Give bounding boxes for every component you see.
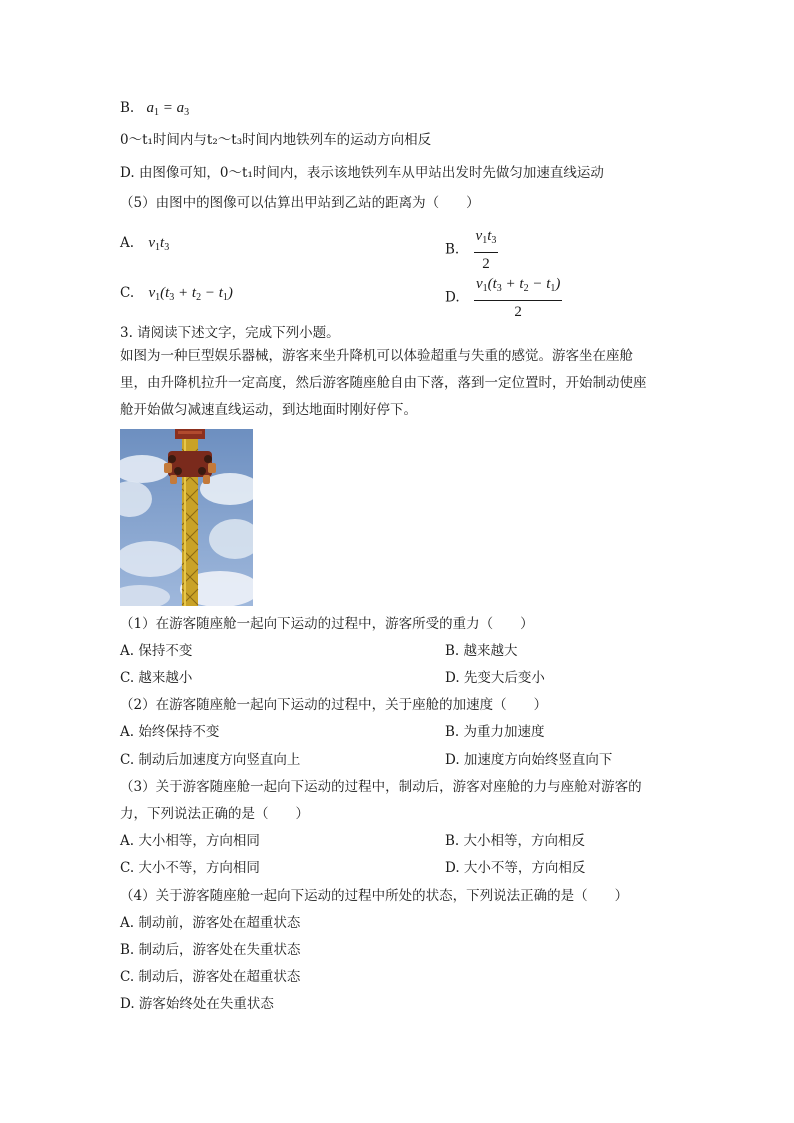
sub5-option-b: B. $\frac{v_1t_3}{2}$ [445,228,497,272]
math-a1-equals-a3: $a_1 = a_3$ [146,100,190,118]
sub4-option-c: C. 制动后，游客处在超重状态 [120,969,301,985]
sub4-option-d: D. 游客始终处在失重状态 [120,996,274,1012]
sub3-option-b: B. 大小相等，方向相反 [445,833,586,849]
sub2-option-b: B. 为重力加速度 [445,724,545,740]
math-v1t3: $v_1t_3$ [148,235,170,253]
sub-question-3-stem-line-1: （3）关于游客随座舱一起向下运动的过程中，制动后，游客对座舱的力与座舱对游客的 [120,779,642,795]
question-3-title: 3. 请阅读下述文字，完成下列小题。 [120,325,340,341]
sub-question-3-stem-line-2: 力，下列说法正确的是（ ） [120,806,309,822]
drop-tower-photo [120,429,253,606]
sub1-option-a: A. 保持不变 [120,643,193,659]
passage-line-3: 舱开始做匀减速直线运动，到达地面时刚好停下。 [120,402,417,418]
sub3-option-a: A. 大小相等，方向相同 [120,833,260,849]
sub1-option-b: B. 越来越大 [445,643,518,659]
sub1-option-c: C. 越来越小 [120,670,193,686]
option-c-direction: 0～t₁时间内与t₂～t₃时间内地铁列车的运动方向相反 [120,132,432,148]
sub2-option-d: D. 加速度方向始终竖直向下 [445,752,613,768]
sub5-option-a: A. $v_1t_3$ [120,235,170,253]
sub3-option-c: C. 大小不等，方向相同 [120,860,260,876]
sub2-option-a: A. 始终保持不变 [120,724,220,740]
sub5-option-d: D. $\frac{v_1(t_3 + t_2 - t_1)}{2}$ [445,276,561,320]
sub4-option-b: B. 制动后，游客处在失重状态 [120,942,301,958]
sub-question-2-stem: （2）在游客随座舱一起向下运动的过程中，关于座舱的加速度（ ） [120,697,548,713]
option-d-image: D. 由图像可知，0～t₁时间内，表示该地铁列车从甲站出发时先做匀加速直线运动 [120,165,604,181]
passage-line-2: 里，由升降机拉升一定高度，然后游客随座舱自由下落，落到一定位置时，开始制动使座 [120,375,647,391]
sub4-option-a: A. 制动前，游客处在超重状态 [120,915,301,931]
sub3-option-d: D. 大小不等，方向相反 [445,860,586,876]
sub-question-4-stem: （4）关于游客随座舱一起向下运动的过程中所处的状态，下列说法正确的是（ ） [120,888,629,904]
sub-question-1-stem: （1）在游客随座舱一起向下运动的过程中，游客所受的重力（ ） [120,616,534,632]
sub5-option-c: C. $v_1(t_3 + t_2 - t_1)$ [120,285,233,303]
passage-line-1: 如图为一种巨型娱乐器械，游客来坐升降机可以体验超重与失重的感觉。游客坐在座舱 [120,348,633,364]
option-b-a1-equals-a3: B. $a_1 = a_3$ [120,100,190,118]
math-v1-sum-over-2: $\frac{v_1(t_3 + t_2 - t_1)}{2}$ [475,276,561,320]
math-v1t3-over-2: $\frac{v_1t_3}{2}$ [475,228,497,272]
sub-question-5-stem: （5）由图中的图像可以估算出甲站到乙站的距离为（ ） [120,195,480,211]
math-v1-sum: $v_1(t_3 + t_2 - t_1)$ [148,285,233,303]
sub2-option-c: C. 制动后加速度方向竖直向上 [120,752,301,768]
sub1-option-d: D. 先变大后变小 [445,670,545,686]
